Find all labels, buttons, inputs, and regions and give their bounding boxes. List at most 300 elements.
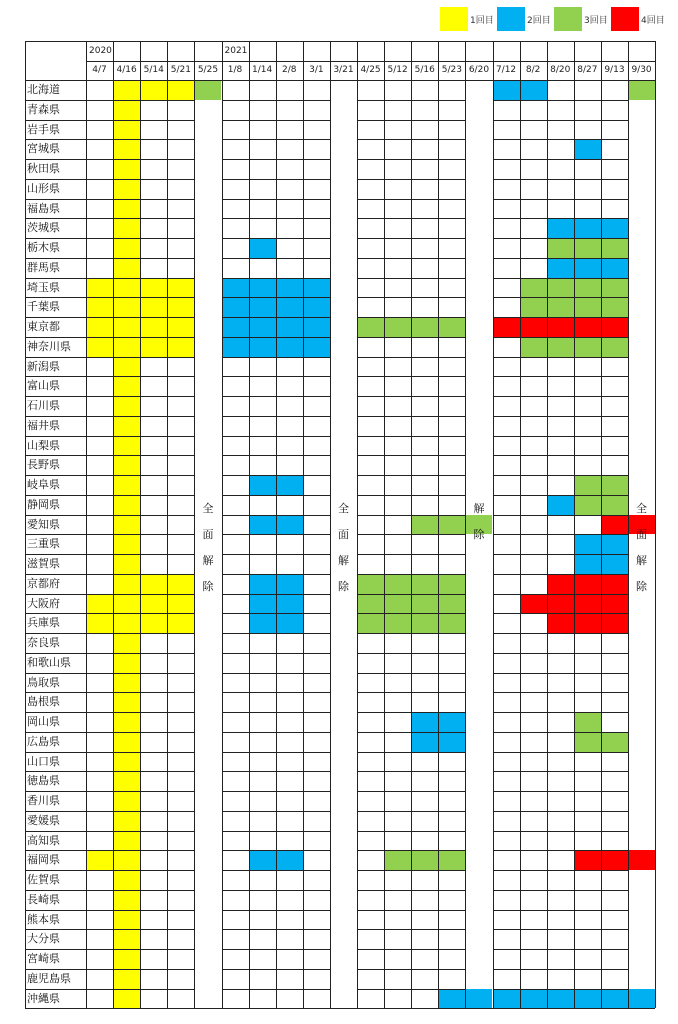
declaration-cell	[113, 218, 140, 238]
grid-line	[493, 791, 629, 792]
declaration-cell	[574, 317, 601, 337]
declaration-cell	[113, 258, 140, 278]
declaration-cell	[547, 613, 574, 633]
declaration-cell	[438, 515, 465, 535]
grid-line	[249, 41, 250, 1008]
grid-line	[493, 238, 629, 239]
prefecture-label: 新潟県	[27, 359, 60, 373]
release-text-char: 除	[473, 527, 485, 541]
release-text-char: 除	[202, 579, 214, 593]
grid-line	[25, 831, 194, 832]
grid-line	[25, 949, 194, 950]
declaration-cell	[547, 278, 574, 298]
grid-line	[493, 949, 629, 950]
declaration-cell	[113, 337, 140, 357]
declaration-cell	[276, 278, 303, 298]
declaration-cell	[411, 317, 438, 337]
prefecture-label: 鹿児島県	[27, 971, 71, 985]
declaration-cell	[113, 692, 140, 712]
declaration-cell	[601, 613, 628, 633]
declaration-cell	[249, 613, 276, 633]
declaration-cell	[140, 337, 167, 357]
prefecture-label: 山形県	[27, 181, 60, 195]
grid-line	[25, 633, 194, 634]
grid-line	[493, 890, 629, 891]
declaration-cell	[113, 712, 140, 732]
declaration-cell	[574, 297, 601, 317]
declaration-cell	[601, 554, 628, 574]
grid-line	[411, 41, 412, 1008]
declaration-cell	[113, 929, 140, 949]
grid-line	[25, 613, 194, 614]
year-label: 2020	[89, 46, 112, 56]
grid-line	[25, 120, 194, 121]
grid-line	[493, 673, 629, 674]
declaration-cell	[113, 554, 140, 574]
prefecture-label: 千葉県	[27, 300, 60, 314]
declaration-cell	[86, 613, 113, 633]
column-header: 3/1	[309, 65, 324, 75]
grid-line	[25, 337, 194, 338]
declaration-cell	[249, 594, 276, 614]
grid-line	[493, 554, 629, 555]
declaration-cell	[113, 673, 140, 693]
declaration-cell	[113, 910, 140, 930]
release-text-char: 解	[473, 501, 485, 515]
declaration-cell	[303, 297, 330, 317]
grid-line	[493, 633, 629, 634]
column-header: 8/2	[525, 65, 541, 75]
declaration-cell	[113, 376, 140, 396]
declaration-cell	[113, 357, 140, 377]
declaration-cell	[574, 534, 601, 554]
declaration-cell	[167, 278, 194, 298]
declaration-cell	[113, 416, 140, 436]
declaration-cell	[357, 613, 384, 633]
declaration-cell	[113, 594, 140, 614]
declaration-cell	[167, 613, 194, 633]
grid-line	[493, 989, 629, 990]
declaration-cell	[113, 159, 140, 179]
column-header: 9/30	[631, 65, 652, 75]
declaration-cell	[438, 712, 465, 732]
declaration-cell	[574, 732, 601, 752]
grid-line	[493, 831, 629, 832]
declaration-cell	[113, 495, 140, 515]
column-header: 8/27	[577, 65, 598, 75]
declaration-cell	[276, 850, 303, 870]
declaration-cell	[411, 732, 438, 752]
declaration-cell	[357, 594, 384, 614]
prefecture-label: 宮崎県	[27, 952, 60, 965]
declaration-cell	[520, 594, 547, 614]
declaration-cell	[86, 850, 113, 870]
column-header: 3/21	[333, 65, 354, 75]
declaration-cell	[574, 258, 601, 278]
declaration-cell	[438, 317, 465, 337]
grid-line	[167, 41, 168, 1008]
declaration-cell	[222, 337, 249, 357]
grid-line	[520, 41, 521, 1008]
prefecture-label: 北海道	[27, 83, 60, 96]
grid-line	[25, 752, 194, 753]
declaration-cell	[547, 258, 574, 278]
column-header: 4/7	[92, 65, 107, 75]
declaration-cell	[465, 989, 492, 1009]
grid-line	[25, 989, 194, 990]
declaration-cell	[547, 297, 574, 317]
grid-line	[493, 396, 629, 397]
declaration-cell	[547, 238, 574, 258]
grid-line	[276, 41, 277, 1008]
grid-line	[493, 752, 629, 753]
grid-line	[493, 910, 629, 911]
declaration-cell	[438, 850, 465, 870]
declaration-cell	[411, 515, 438, 535]
grid-line	[25, 692, 194, 693]
grid-line	[222, 41, 223, 1008]
grid-line	[493, 41, 494, 1008]
declaration-cell	[276, 475, 303, 495]
grid-line	[547, 41, 548, 1008]
declaration-cell	[601, 989, 628, 1009]
declaration-cell	[574, 574, 601, 594]
grid-line	[574, 41, 575, 1008]
grid-line	[25, 238, 194, 239]
grid-line	[493, 475, 629, 476]
column-header: 4/25	[360, 65, 381, 75]
grid-line	[493, 534, 629, 535]
declaration-cell	[384, 850, 411, 870]
declaration-cell	[384, 317, 411, 337]
grid-line	[493, 376, 629, 377]
declaration-cell	[520, 80, 547, 100]
grid-line	[25, 870, 194, 871]
grid-line	[438, 41, 439, 1008]
declaration-cell	[601, 515, 628, 535]
grid-line	[25, 278, 194, 279]
prefecture-label: 秋田県	[27, 162, 60, 175]
grid-line	[493, 574, 629, 575]
grid-line	[25, 732, 194, 733]
prefecture-label: 福島県	[27, 201, 60, 215]
prefecture-label: 東京都	[27, 320, 60, 333]
grid-line	[25, 811, 194, 812]
declaration-cell	[140, 317, 167, 337]
grid-line	[25, 574, 194, 575]
declaration-cell	[113, 732, 140, 752]
prefecture-label: 富山県	[27, 379, 60, 393]
prefecture-label: 石川県	[27, 399, 60, 412]
release-text-char: 除	[636, 579, 648, 593]
column-header: 5/14	[143, 65, 164, 75]
declaration-cell	[113, 831, 140, 851]
declaration-cell	[113, 752, 140, 772]
declaration-cell	[113, 475, 140, 495]
column-header: 9/13	[604, 65, 625, 75]
declaration-cell	[601, 475, 628, 495]
grid-line	[493, 278, 629, 279]
declaration-cell	[601, 297, 628, 317]
prefecture-label: 神奈川県	[27, 339, 71, 353]
declaration-cell	[520, 278, 547, 298]
declaration-cell	[547, 989, 574, 1009]
declaration-cell	[520, 317, 547, 337]
declaration-cell	[113, 811, 140, 831]
declaration-cell	[113, 396, 140, 416]
declaration-cell	[167, 80, 194, 100]
declaration-cell	[222, 278, 249, 298]
declaration-cell	[167, 317, 194, 337]
legend-label: 1回目	[470, 16, 494, 26]
declaration-cell	[140, 574, 167, 594]
grid-line	[25, 890, 194, 891]
grid-line	[493, 732, 629, 733]
declaration-cell	[249, 515, 276, 535]
declaration-cell	[140, 594, 167, 614]
declaration-cell	[601, 317, 628, 337]
prefecture-label: 宮城県	[27, 142, 60, 156]
release-text-char: 全	[202, 501, 214, 515]
declaration-cell	[113, 297, 140, 317]
legend-label: 4回目	[641, 16, 665, 26]
column-header: 5/12	[387, 65, 408, 75]
declaration-cell	[113, 613, 140, 633]
prefecture-label: 福岡県	[27, 853, 60, 867]
prefecture-label: 群馬県	[27, 260, 60, 274]
declaration-cell	[222, 297, 249, 317]
declaration-cell	[601, 732, 628, 752]
declaration-cell	[628, 80, 655, 100]
grid-line	[493, 929, 629, 930]
release-text-char: 面	[337, 527, 349, 541]
column-header: 8/20	[550, 65, 571, 75]
declaration-cell	[411, 613, 438, 633]
declaration-cell	[384, 594, 411, 614]
grid-line	[25, 594, 194, 595]
declaration-cell	[276, 574, 303, 594]
grid-line	[493, 218, 629, 219]
grid-line	[25, 159, 194, 160]
grid-line	[25, 41, 655, 42]
prefecture-label: 高知県	[27, 833, 60, 847]
declaration-cell	[167, 297, 194, 317]
declaration-cell	[113, 179, 140, 199]
declaration-cell	[249, 574, 276, 594]
grid-line	[655, 41, 656, 1008]
prefecture-label: 岩手県	[27, 122, 60, 136]
grid-line	[493, 495, 629, 496]
grid-line	[493, 317, 629, 318]
declaration-cell	[113, 989, 140, 1009]
grid-line	[601, 41, 602, 1008]
prefecture-label: 佐賀県	[27, 873, 60, 886]
declaration-cell	[167, 594, 194, 614]
grid-line	[493, 613, 629, 614]
grid-line	[25, 455, 194, 456]
grid-line	[25, 495, 194, 496]
prefecture-label: 大阪府	[27, 596, 60, 610]
grid-line	[493, 159, 629, 160]
grid-line	[493, 969, 629, 970]
declaration-cell	[574, 337, 601, 357]
grid-line	[493, 594, 629, 595]
grid-line	[25, 475, 194, 476]
declaration-cell	[113, 890, 140, 910]
column-header: 5/25	[197, 65, 219, 75]
grid-line	[384, 41, 385, 1008]
declaration-cell	[628, 850, 655, 870]
grid-line	[25, 179, 194, 180]
prefecture-label: 栃木県	[27, 241, 60, 254]
grid-line	[25, 416, 194, 417]
prefecture-label: 青森県	[27, 102, 60, 116]
declaration-cell	[520, 989, 547, 1009]
grid-line	[493, 455, 629, 456]
declaration-cell	[438, 613, 465, 633]
grid-line	[493, 416, 629, 417]
declaration-cell	[113, 139, 140, 159]
grid-line	[303, 41, 304, 1008]
grid-line	[25, 199, 194, 200]
declaration-cell	[601, 850, 628, 870]
prefecture-label: 埼玉県	[27, 280, 60, 294]
declaration-cell	[140, 613, 167, 633]
prefecture-label: 愛知県	[27, 517, 60, 531]
declaration-cell	[438, 989, 465, 1009]
prefecture-label: 福井県	[27, 418, 60, 432]
declaration-cell	[194, 80, 221, 100]
grid-line	[25, 929, 194, 930]
declaration-cell	[601, 534, 628, 554]
grid-line	[493, 120, 629, 121]
declaration-cell	[574, 278, 601, 298]
declaration-cell	[601, 238, 628, 258]
grid-line	[493, 337, 629, 338]
declaration-cell	[222, 317, 249, 337]
declaration-cell	[276, 515, 303, 535]
declaration-cell	[249, 317, 276, 337]
column-header: 5/21	[170, 65, 191, 75]
declaration-cell	[493, 80, 520, 100]
declaration-cell	[113, 317, 140, 337]
declaration-cell	[438, 574, 465, 594]
declaration-cell	[547, 574, 574, 594]
prefecture-label: 京都府	[27, 576, 60, 590]
prefecture-label: 島根県	[27, 695, 60, 709]
grid-line	[25, 791, 194, 792]
declaration-cell	[547, 495, 574, 515]
declaration-cell	[86, 297, 113, 317]
declaration-cell	[411, 574, 438, 594]
grid-line	[25, 41, 26, 1008]
grid-line	[25, 100, 194, 101]
declaration-cell	[276, 317, 303, 337]
prefecture-label: 愛媛県	[27, 813, 60, 827]
declaration-cell	[113, 534, 140, 554]
declaration-cell	[140, 278, 167, 298]
declaration-cell	[249, 850, 276, 870]
release-text-char: 除	[337, 579, 349, 593]
declaration-cell	[113, 969, 140, 989]
declaration-cell	[113, 515, 140, 535]
declaration-cell	[113, 199, 140, 219]
declaration-cell	[574, 475, 601, 495]
grid-line	[25, 376, 194, 377]
grid-line	[493, 515, 629, 516]
declaration-cell	[574, 850, 601, 870]
declaration-cell	[547, 218, 574, 238]
declaration-cell	[411, 594, 438, 614]
prefecture-label: 三重県	[27, 537, 60, 551]
declaration-cell	[140, 297, 167, 317]
grid-line	[86, 41, 87, 1008]
column-header: 5/16	[414, 65, 435, 75]
declaration-cell	[574, 594, 601, 614]
grid-line	[113, 41, 114, 1008]
declaration-cell	[140, 80, 167, 100]
grid-line	[493, 100, 629, 101]
declaration-cell	[574, 139, 601, 159]
prefecture-label: 徳島県	[27, 774, 60, 788]
declaration-cell	[601, 337, 628, 357]
declaration-cell	[113, 120, 140, 140]
grid-line	[25, 258, 194, 259]
declaration-cell	[601, 495, 628, 515]
declaration-cell	[411, 712, 438, 732]
prefecture-label: 鳥取県	[27, 675, 60, 689]
prefecture-label: 奈良県	[27, 636, 60, 649]
release-text-char: 面	[202, 527, 214, 541]
release-text-char: 解	[337, 553, 349, 567]
declaration-cell	[167, 337, 194, 357]
legend-label: 2回目	[527, 16, 551, 26]
grid-line	[25, 396, 194, 397]
release-text-char: 全	[636, 501, 648, 515]
prefecture-label: 兵庫県	[27, 616, 60, 630]
column-header: 2/8	[281, 65, 297, 75]
declaration-cell	[113, 633, 140, 653]
grid-line	[493, 712, 629, 713]
column-header: 6/20	[468, 65, 490, 75]
grid-line	[25, 139, 194, 140]
grid-line	[25, 357, 194, 358]
declaration-cell	[276, 594, 303, 614]
declaration-cell	[574, 495, 601, 515]
declaration-cell	[547, 317, 574, 337]
declaration-cell	[303, 337, 330, 357]
grid-line	[25, 910, 194, 911]
declaration-cell	[249, 238, 276, 258]
declaration-cell	[547, 594, 574, 614]
declaration-cell	[574, 989, 601, 1009]
prefecture-label: 山口県	[27, 754, 60, 768]
grid-line	[493, 199, 629, 200]
declaration-cell	[113, 238, 140, 258]
declaration-cell	[113, 791, 140, 811]
grid-line	[25, 1008, 655, 1009]
prefecture-label: 静岡県	[27, 497, 60, 511]
release-text-char: 面	[636, 527, 648, 541]
column-header: 7/12	[495, 65, 517, 75]
declaration-cell	[601, 278, 628, 298]
declaration-cell	[113, 850, 140, 870]
grid-line	[493, 870, 629, 871]
declaration-cell	[113, 80, 140, 100]
release-text-char: 全	[337, 501, 349, 515]
grid-line	[25, 712, 194, 713]
declaration-cell	[601, 258, 628, 278]
